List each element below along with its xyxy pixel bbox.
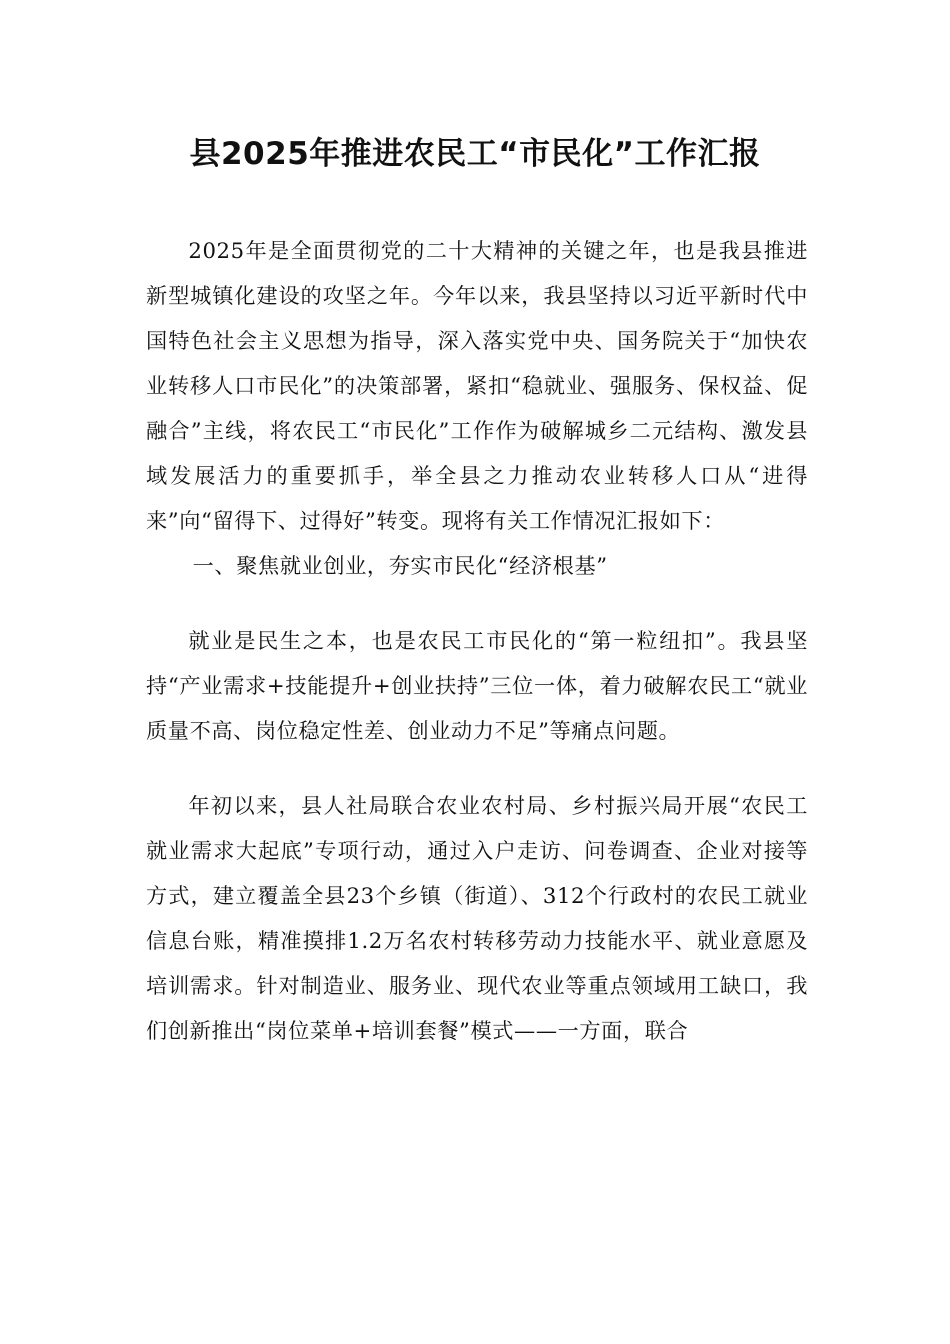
- body-paragraph: 就业是民生之本，也是农民工市民化的“第一粒纽扣”。我县坚持“产业需求+技能提升+创业扶持”三位一体，着力破解农民工“就业质量不高、岗位稳定性差、创业动力不足”等痛点问题。: [146, 628, 808, 743]
- intro-paragraph: 2025年是全面贯彻党的二十大精神的关键之年，也是我县推进新型城镇化建设的攻坚之年。今年以来，我县坚持以习近平新时代中国特色社会主义思想为指导，深入落实党中央、国务院关于“加快农业转移人口市民化”的决策部署，紧扣“稳就业、强服务、保权益、促融合”主线，将农民工“市民化”工作作为破解城乡二元结构、激发县域发展活力的重要抓手，举全县之力推动农业转移人口从“进得来”向“留得下、过得好”转变。现将有关工作情况汇报如下：: [146, 238, 808, 533]
- document-body: [146, 228, 808, 1053]
- body-paragraph: 年初以来，县人社局联合农业农村局、乡村振兴局开展“农民工就业需求大起底”专项行动，通过入户走访、问卷调查、企业对接等方式，建立覆盖全县23个乡镇（街道）、312个行政村的农民工就业信息台账，精准摸排1.2万名农村转移劳动力技能水平、就业意愿及培训需求。针对制造业、服务业、现代农业等重点领域用工缺口，我们创新推出“岗位菜单+培训套餐”模式——一方面，联合: [146, 793, 808, 1043]
- document-title: 县2025年推进农民工“市民化”工作汇报: [189, 136, 761, 172]
- section-heading: 一、聚焦就业创业，夯实市民化“经济根基”: [192, 553, 608, 578]
